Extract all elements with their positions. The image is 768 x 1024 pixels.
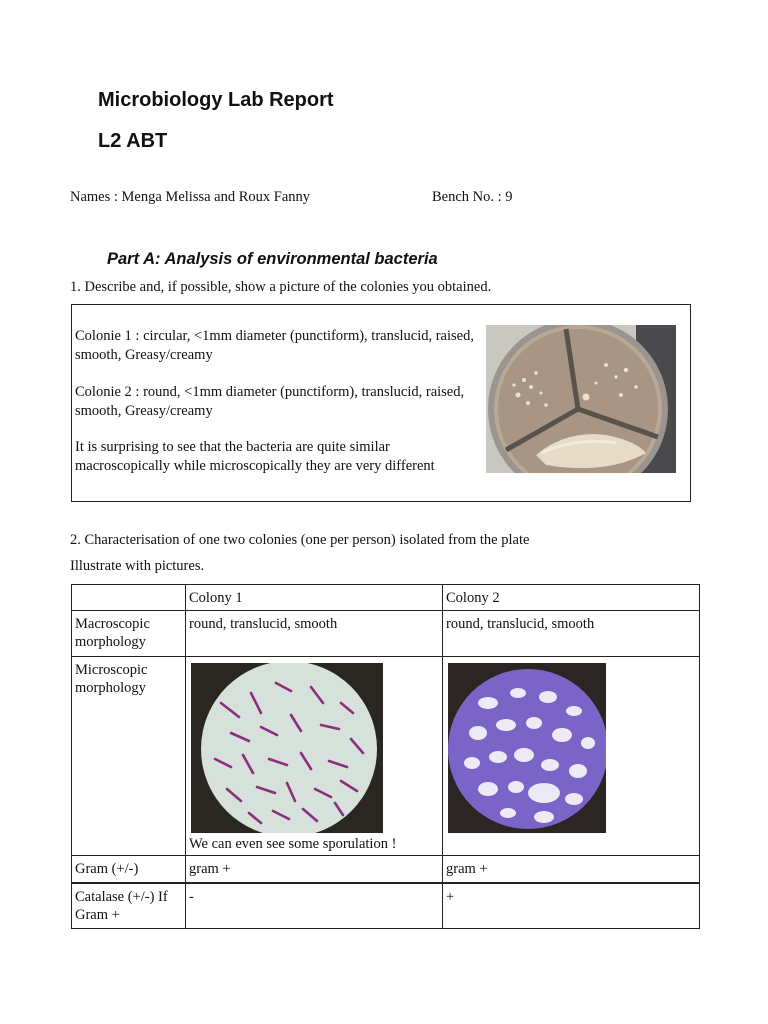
table-header-row [72, 585, 700, 611]
table-header-colony-1: Colony 1 [186, 585, 443, 611]
illustrate-instruction: Illustrate with pictures. [70, 558, 205, 574]
question-2: 2. Characterisation of one two colonies (one per person) isolated from the plate [70, 532, 530, 548]
row-label-gram: Gram (+/-) [72, 856, 186, 883]
colony-1-catalase: - [186, 883, 443, 929]
part-a-heading: Part A: Analysis of environmental bacteria [107, 250, 438, 268]
report-subtitle: L2 ABT [98, 130, 168, 152]
bench-number: Bench No. : 9 [432, 189, 513, 205]
colony-2-catalase: + [443, 883, 700, 929]
characterisation-table [71, 584, 700, 929]
micrograph-rods-photo [191, 663, 383, 833]
table-row [72, 856, 700, 883]
colonie-2-description: Colonie 2 : round, <1mm diameter (punctiform), translucid, raised, smooth, Greasy/creamy [75, 384, 465, 419]
micrograph-cocci-photo [448, 663, 606, 833]
colony-1-gram: gram + [186, 856, 443, 883]
table-row [72, 657, 700, 856]
colonies-description-box [71, 304, 691, 502]
row-label-macroscopic: Macroscopic morphology [72, 611, 186, 657]
table-row [72, 883, 700, 929]
petri-dish-photo [486, 325, 676, 473]
table-header-cell [72, 585, 186, 611]
table-header-colony-2: Colony 2 [443, 585, 700, 611]
table-row [72, 611, 700, 657]
report-title: Microbiology Lab Report [98, 89, 334, 111]
colony-2-microscopic [443, 657, 700, 856]
row-label-microscopic: Microscopic morphology [72, 657, 186, 856]
colonie-1-description: Colonie 1 : circular, <1mm diameter (punctiform), translucid, raised, smooth, Greasy/creamy [75, 328, 474, 363]
colony-1-microscopic [186, 657, 443, 856]
question-1: 1. Describe and, if possible, show a picture of the colonies you obtained. [70, 279, 492, 295]
colony-1-macroscopic: round, translucid, smooth [186, 611, 443, 657]
colony-2-macroscopic: round, translucid, smooth [443, 611, 700, 657]
row-label-catalase: Catalase (+/-) If Gram + [72, 883, 186, 929]
observation-text: It is surprising to see that the bacteria are quite similar macroscopically while microscopically they are very different [75, 439, 435, 474]
names-line: Names : Menga Melissa and Roux Fanny [70, 189, 311, 205]
colony-2-gram: gram + [443, 856, 700, 883]
colony-1-microscopic-caption: We can even see some sporulation ! [189, 836, 397, 852]
